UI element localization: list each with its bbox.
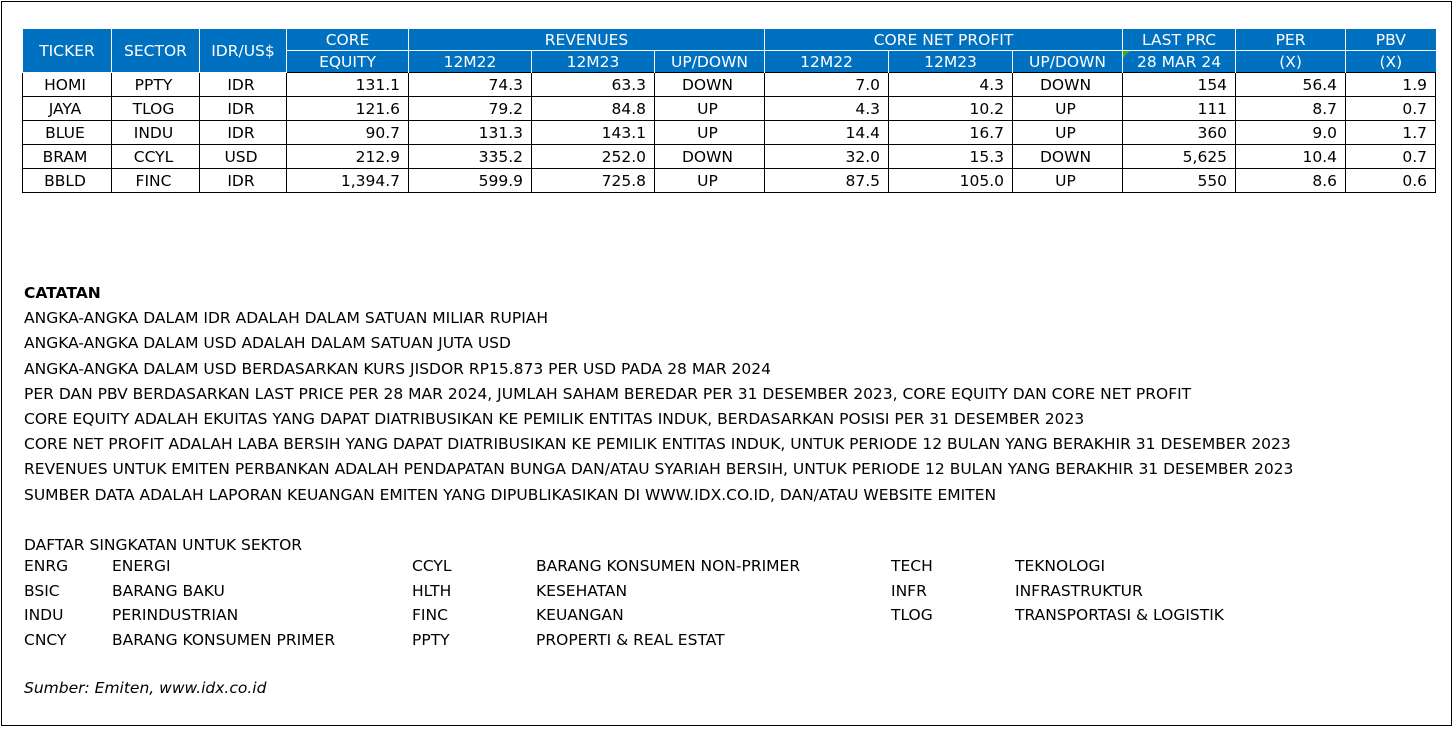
abbr-code: ENRG xyxy=(24,557,69,575)
abbr-row xyxy=(24,579,335,604)
col-ticker: TICKER xyxy=(23,29,112,73)
cell-np-12m23: 15.3 xyxy=(889,145,1013,169)
abbr-row xyxy=(24,628,335,653)
note-line: ANGKA-ANGKA DALAM USD BERDASARKAN KURS JISDOR RP15.873 PER USD PADA 28 MAR 2024 xyxy=(24,359,771,378)
abbr-code: BSIC xyxy=(24,581,60,600)
abbr-meaning: BARANG BAKU xyxy=(112,581,225,600)
cell-ticker: JAYA xyxy=(23,97,112,121)
cell-np-12m23: 105.0 xyxy=(889,169,1013,193)
abbr-row xyxy=(891,579,1224,604)
abbr-row xyxy=(24,554,335,579)
cell-ticker: BBLD xyxy=(23,169,112,193)
note-line: PER DAN PBV BERDASARKAN LAST PRICE PER 28 MAR 2024, JUMLAH SAHAM BEREDAR PER 31 DESEMBER 2023, CORE EQUITY DAN CORE NET PROFIT xyxy=(24,384,1192,403)
col-sector: SECTOR xyxy=(112,29,200,73)
cell-rev-updown: UP xyxy=(655,97,765,121)
abbr-column-1 xyxy=(24,554,335,652)
cell-currency: IDR xyxy=(200,121,287,145)
cell-sector: CCYL xyxy=(112,145,200,169)
cell-rev-12m22: 335.2 xyxy=(409,145,532,169)
abbr-meaning: KEUANGAN xyxy=(536,606,624,625)
notes-section xyxy=(24,281,1293,558)
abbr-row xyxy=(412,579,800,604)
cell-rev-updown: UP xyxy=(655,169,765,193)
sub-np-12m22: 12M22 xyxy=(765,51,889,73)
cell-sector: FINC xyxy=(112,169,200,193)
cell-np-updown: DOWN xyxy=(1013,73,1123,97)
cell-ticker: BLUE xyxy=(23,121,112,145)
cell-comment-marker xyxy=(1123,51,1130,58)
cell-per: 8.7 xyxy=(1236,97,1346,121)
source-note: Sumber: Emiten, www.idx.co.id xyxy=(24,679,267,697)
abbr-meaning: ENERGI xyxy=(112,557,171,575)
abbr-row xyxy=(891,603,1224,628)
cell-np-12m22: 7.0 xyxy=(765,73,889,97)
col-last-prc: LAST PRC xyxy=(1123,29,1236,51)
sub-rev-12m23: 12M23 xyxy=(532,51,655,73)
cell-rev-12m22: 74.3 xyxy=(409,73,532,97)
abbr-meaning: PERINDUSTRIAN xyxy=(112,606,239,625)
abbr-code: TLOG xyxy=(891,606,933,625)
cell-rev-12m23: 143.1 xyxy=(532,121,655,145)
abbr-code: INFR xyxy=(891,581,927,600)
note-line: CORE EQUITY ADALAH EKUITAS YANG DAPAT DIATRIBUSIKAN KE PEMILIK ENTITAS INDUK, BERDASARKAN POSISI PER 31 DESEMBER 2023 xyxy=(24,410,1085,429)
sub-date xyxy=(1123,51,1236,73)
financial-table xyxy=(22,29,1436,193)
note-line: ANGKA-ANGKA DALAM IDR ADALAH DALAM SATUAN MILIAR RUPIAH xyxy=(24,309,549,328)
cell-per: 8.6 xyxy=(1236,169,1346,193)
sub-rev-updown: UP/DOWN xyxy=(655,51,765,73)
sub-np-updown: UP/DOWN xyxy=(1013,51,1123,73)
cell-ticker: HOMI xyxy=(23,73,112,97)
cell-core-equity: 212.9 xyxy=(287,145,409,169)
cell-np-12m23: 16.7 xyxy=(889,121,1013,145)
abbr-row xyxy=(891,554,1224,579)
abbr-column-2 xyxy=(412,554,800,652)
cell-np-12m22: 87.5 xyxy=(765,169,889,193)
note-line: CORE NET PROFIT ADALAH LABA BERSIH YANG DAPAT DIATRIBUSIKAN KE PEMILIK ENTITAS INDUK, UNTUK PERIODE 12 BULAN YANG BERAKHIR 31 DESEMBER 2023 xyxy=(24,435,1291,454)
sub-per-unit: (X) xyxy=(1236,51,1346,73)
cell-currency: IDR xyxy=(200,169,287,193)
cell-core-equity: 121.6 xyxy=(287,97,409,121)
cell-rev-updown: DOWN xyxy=(655,145,765,169)
sub-np-12m23: 12M23 xyxy=(889,51,1013,73)
cell-np-12m22: 4.3 xyxy=(765,97,889,121)
col-pbv: PBV xyxy=(1346,29,1436,51)
table-row xyxy=(23,97,1436,121)
cell-rev-12m23: 252.0 xyxy=(532,145,655,169)
abbr-column-3 xyxy=(891,554,1224,628)
cell-rev-12m22: 599.9 xyxy=(409,169,532,193)
cell-np-12m23: 4.3 xyxy=(889,73,1013,97)
cell-currency: USD xyxy=(200,145,287,169)
cell-np-updown: UP xyxy=(1013,169,1123,193)
cell-pbv: 0.6 xyxy=(1346,169,1436,193)
abbr-code: INDU xyxy=(24,606,64,625)
cell-np-updown: DOWN xyxy=(1013,145,1123,169)
cell-np-updown: UP xyxy=(1013,97,1123,121)
abbr-meaning: PROPERTI & REAL ESTAT xyxy=(536,630,725,649)
abbr-row xyxy=(412,628,800,653)
cell-rev-12m23: 63.3 xyxy=(532,73,655,97)
note-line: SUMBER DATA ADALAH LAPORAN KEUANGAN EMITEN YANG DIPUBLIKASIKAN DI WWW.IDX.CO.ID, DAN/ATAU WEBSITE EMITEN xyxy=(24,485,997,504)
cell-currency: IDR xyxy=(200,73,287,97)
cell-np-updown: UP xyxy=(1013,121,1123,145)
abbr-code: CCYL xyxy=(412,557,452,575)
cell-core-equity: 131.1 xyxy=(287,73,409,97)
abbr-title: DAFTAR SINGKATAN UNTUK SEKTOR xyxy=(24,535,303,554)
sub-rev-12m22: 12M22 xyxy=(409,51,532,73)
cell-core-equity: 1,394.7 xyxy=(287,169,409,193)
col-per: PER xyxy=(1236,29,1346,51)
cell-pbv: 1.9 xyxy=(1346,73,1436,97)
sub-pbv-unit: (X) xyxy=(1346,51,1436,73)
cell-pbv: 0.7 xyxy=(1346,145,1436,169)
sub-date-label: 28 MAR 24 xyxy=(1137,52,1222,71)
cell-last-price: 360 xyxy=(1123,121,1236,145)
cell-last-price: 550 xyxy=(1123,169,1236,193)
notes-title: CATATAN xyxy=(24,284,101,302)
cell-per: 10.4 xyxy=(1236,145,1346,169)
col-currency: IDR/US$ xyxy=(200,29,287,73)
abbr-meaning: TEKNOLOGI xyxy=(1015,557,1106,575)
cell-np-12m22: 32.0 xyxy=(765,145,889,169)
cell-last-price: 5,625 xyxy=(1123,145,1236,169)
note-line: ANGKA-ANGKA DALAM USD ADALAH DALAM SATUAN JUTA USD xyxy=(24,334,511,353)
sub-equity: EQUITY xyxy=(287,51,409,73)
cell-np-12m23: 10.2 xyxy=(889,97,1013,121)
abbr-code: FINC xyxy=(412,606,448,625)
note-line: REVENUES UNTUK EMITEN PERBANKAN ADALAH PENDAPATAN BUNGA DAN/ATAU SYARIAH BERSIH, UNTUK PERIODE 12 BULAN YANG BERAKHIR 31 DESEMBER 2023 xyxy=(24,460,1294,479)
col-core: CORE xyxy=(287,29,409,51)
cell-sector: TLOG xyxy=(112,97,200,121)
cell-pbv: 1.7 xyxy=(1346,121,1436,145)
cell-rev-12m23: 725.8 xyxy=(532,169,655,193)
abbr-code: CNCY xyxy=(24,630,67,649)
cell-rev-updown: DOWN xyxy=(655,73,765,97)
table-body xyxy=(23,73,1436,193)
cell-rev-12m22: 79.2 xyxy=(409,97,532,121)
cell-rev-12m23: 84.8 xyxy=(532,97,655,121)
abbr-code: HLTH xyxy=(412,581,452,600)
abbr-meaning: KESEHATAN xyxy=(536,581,628,600)
cell-last-price: 111 xyxy=(1123,97,1236,121)
abbr-row xyxy=(412,554,800,579)
cell-sector: INDU xyxy=(112,121,200,145)
abbr-code: TECH xyxy=(891,557,933,575)
table-row xyxy=(23,121,1436,145)
abbr-row xyxy=(412,603,800,628)
abbr-code: PPTY xyxy=(412,630,450,649)
cell-sector: PPTY xyxy=(112,73,200,97)
cell-rev-12m22: 131.3 xyxy=(409,121,532,145)
col-revenues: REVENUES xyxy=(409,29,765,51)
cell-per: 9.0 xyxy=(1236,121,1346,145)
abbr-meaning: TRANSPORTASI & LOGISTIK xyxy=(1015,606,1224,625)
table-row xyxy=(23,169,1436,193)
cell-core-equity: 90.7 xyxy=(287,121,409,145)
cell-currency: IDR xyxy=(200,97,287,121)
abbr-meaning: BARANG KONSUMEN NON-PRIMER xyxy=(536,557,801,575)
col-core-net-profit: CORE NET PROFIT xyxy=(765,29,1123,51)
table-row xyxy=(23,73,1436,97)
table-row xyxy=(23,145,1436,169)
cell-pbv: 0.7 xyxy=(1346,97,1436,121)
cell-rev-updown: UP xyxy=(655,121,765,145)
abbr-row xyxy=(24,603,335,628)
cell-ticker: BRAM xyxy=(23,145,112,169)
cell-np-12m22: 14.4 xyxy=(765,121,889,145)
cell-last-price: 154 xyxy=(1123,73,1236,97)
abbr-meaning: BARANG KONSUMEN PRIMER xyxy=(112,630,336,649)
cell-per: 56.4 xyxy=(1236,73,1346,97)
abbr-meaning: INFRASTRUKTUR xyxy=(1015,581,1143,600)
